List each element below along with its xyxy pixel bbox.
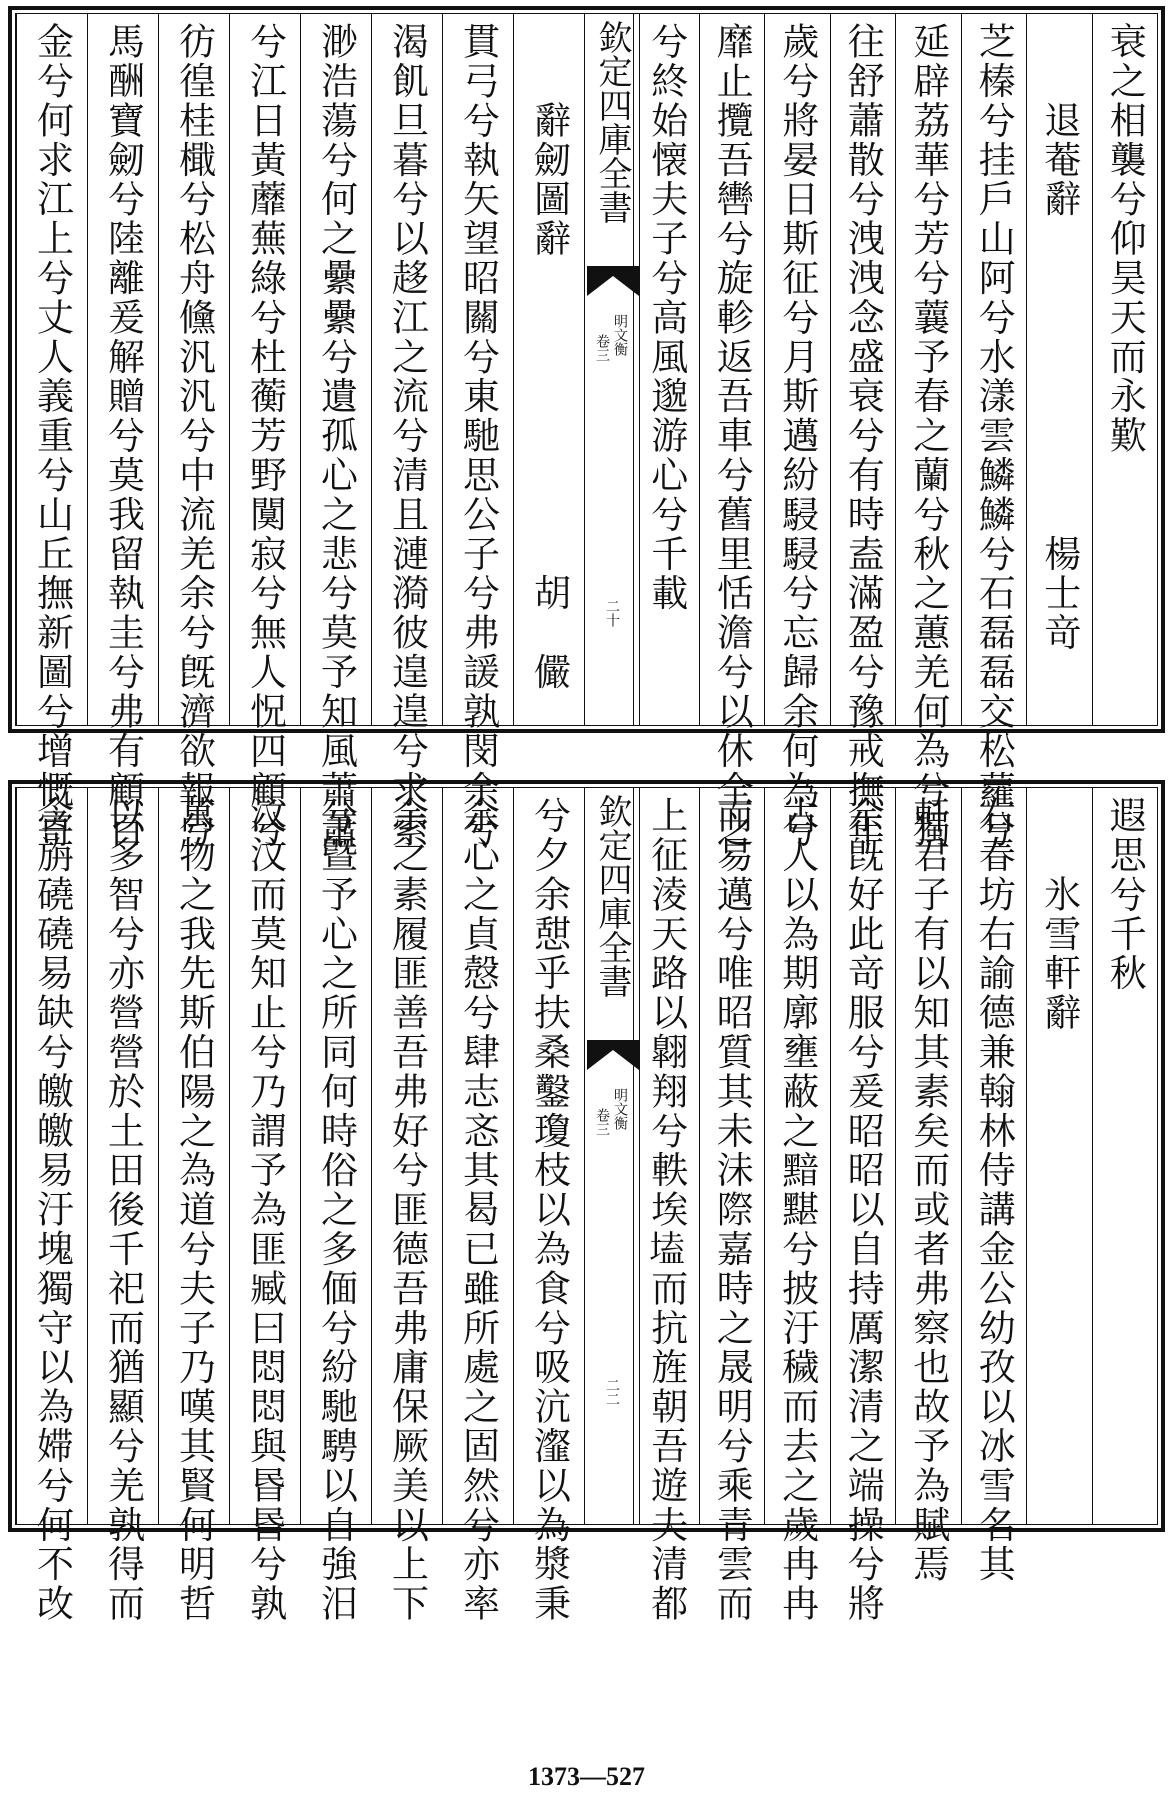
top-fishtail-upper-icon <box>587 266 639 296</box>
top-text-line: 渺浩蕩兮何之纍纍兮遺孤心之悲兮莫予知風蕭蕭 <box>314 22 358 850</box>
bottom-right-column-group <box>633 788 1157 1624</box>
bottom-text-line: 右春坊右諭德兼翰林侍講金公幼孜以冰雪名其 <box>972 796 1016 1584</box>
page-footer-number: 1373—527 <box>528 1762 645 1791</box>
bottom-text-column <box>371 788 442 1624</box>
bottom-text-column <box>513 788 584 1624</box>
top-text-line: 貫弓兮執矢望昭關兮東馳思公子兮弗諼孰閔余兮 <box>456 22 500 850</box>
top-text-line: 延辟荔華兮芳兮蘘予春之蘭兮秋之蕙羌何為兮獨 <box>906 22 950 850</box>
top-text-line: 辭劒圖辭 胡 儼 <box>527 22 571 692</box>
top-text-column <box>513 14 584 725</box>
top-center-fold-column <box>584 14 640 725</box>
top-text-line: 馬酬寶劒兮陸離爰解贈兮莫我留執圭兮弗有顧百 <box>101 22 145 850</box>
bottom-text-column <box>633 788 699 1624</box>
top-text-line: 兮江日黃蘼蕪綠兮杜蘅芳野闃寂兮無人怳四顧兮 <box>243 22 287 850</box>
top-text-column <box>895 14 961 850</box>
top-text-line: 渴飢旦暮兮以趍江之流兮清且漣漪彼遑遑兮求索 <box>385 22 429 850</box>
top-text-line: 兮終始懐夫子兮高風邈游心兮千載 <box>644 22 688 613</box>
top-text-line: 往舒蕭散兮洩洩念盛衰兮有時盍滿盈兮豫戒撫年 <box>841 22 885 850</box>
top-book-title: 欽定四庫全書 <box>592 20 632 224</box>
bottom-collection-label: 明文衡 <box>612 1088 628 1130</box>
top-text-line: 衰之相襲兮仰昊天而永歎 <box>1103 22 1147 456</box>
bottom-text-line: 汶汶而莫知止兮乃謂予為匪臧曰悶悶與昬昬兮孰 <box>243 796 287 1624</box>
top-collection-label: 明文衡 <box>612 314 628 356</box>
top-text-column <box>633 14 699 725</box>
bottom-page-frame <box>15 787 1158 1624</box>
top-text-column <box>699 14 765 850</box>
top-page-frame <box>15 13 1158 850</box>
bottom-text-line: 以多智兮亦營營於土田後千祀而猶顯兮羌孰得而 <box>101 796 145 1624</box>
top-text-column <box>961 14 1027 850</box>
top-text-line: 靡止攬吾轡兮旋軫返吾車兮舊里恬澹兮以休全之 <box>710 22 754 850</box>
top-juan-label: 卷三 <box>594 334 610 362</box>
bottom-text-line: 古人以為期廓壅蔽之黯黮兮披汙穢而去之歲冉冉 <box>775 796 819 1624</box>
top-text-column <box>158 14 229 850</box>
top-left-column-group <box>16 14 584 850</box>
bottom-text-column <box>764 788 830 1624</box>
top-text-column <box>1092 14 1158 725</box>
top-text-column <box>830 14 896 850</box>
bottom-left-column-group <box>16 788 584 1624</box>
bottom-text-column <box>158 788 229 1624</box>
bottom-text-line: 萬物之我先斯伯陽之為道兮夫子乃嘆其賢何明哲 <box>172 796 216 1624</box>
bottom-juan-label: 卷三 <box>594 1108 610 1136</box>
top-text-column <box>442 14 513 850</box>
top-text-line: 歲兮將晏日斯征兮月斯邁紛駸駸兮忘歸余何為兮 <box>775 22 819 850</box>
top-text-column <box>300 14 371 850</box>
bottom-text-line: 軒君子有以知其素矣而或者弗察也故予為賦焉 <box>906 796 950 1584</box>
bottom-text-column <box>699 788 765 1624</box>
top-right-column-group <box>633 14 1157 850</box>
top-text-line: 彷徨桂檝兮松舟儵汎汎兮中流羌余兮旣濟欲報兮 <box>172 22 216 850</box>
bottom-text-column <box>229 788 300 1624</box>
top-text-column <box>371 14 442 850</box>
top-text-column <box>16 14 87 850</box>
top-text-column <box>87 14 158 850</box>
top-page-panel <box>8 6 1165 850</box>
bottom-page-panel <box>8 780 1165 1624</box>
bottom-text-line: 余旣好此竒服兮爰昭昭以自持厲潔清之端操兮將 <box>841 796 885 1624</box>
bottom-text-column <box>830 788 896 1624</box>
bottom-text-line: 氷雪軒辭 <box>1037 796 1081 1033</box>
top-text-line: 金兮何求江上兮丈人義重兮山丘撫新圖兮增慨寄 <box>30 22 74 850</box>
bottom-text-column <box>961 788 1027 1584</box>
top-text-column <box>1026 14 1092 725</box>
bottom-text-column <box>87 788 158 1624</box>
bottom-text-line: 余心之貞慤兮肆志忞其曷已雖所處之固然兮亦率 <box>456 796 500 1624</box>
bottom-book-title: 欽定四庫全書 <box>592 794 632 998</box>
bottom-text-line: 而易邁兮唯昭質其未沬際嘉時之晟明兮乘青雲而 <box>710 796 754 1624</box>
bottom-center-fold-column <box>584 788 640 1524</box>
bottom-fishtail-upper-icon <box>587 1040 639 1070</box>
top-text-line: 退菴辭 楊士竒 <box>1037 22 1081 653</box>
bottom-text-column <box>1092 788 1158 1524</box>
bottom-text-line: 兮夕余憇乎扶桑鑿瓊枝以為食兮吸沆瀣以為漿秉 <box>527 796 571 1624</box>
bottom-text-column <box>895 788 961 1584</box>
bottom-text-line: 遐思兮千秋 <box>1103 796 1147 993</box>
bottom-text-column <box>442 788 513 1624</box>
bottom-text-line: 兮曁予心之所同何時俗之多偭兮紛馳騁以自強汨 <box>314 796 358 1624</box>
top-text-line: 芝榛兮挂戶山阿兮水漾雲鱗鱗兮石磊磊交松蘿兮 <box>972 22 1016 850</box>
bottom-text-line: 含旃磽磽易缺兮皦皦易汙塊獨守以為㛿兮何不改 <box>30 796 74 1624</box>
bottom-text-column <box>300 788 371 1624</box>
bottom-text-column <box>16 788 87 1624</box>
bottom-text-column <box>1026 788 1092 1524</box>
top-text-column <box>764 14 830 850</box>
bottom-text-line: 余之素履匪善吾弗好兮匪德吾弗庸保厥美以上下 <box>385 796 429 1624</box>
bottom-page-number: 二二 <box>604 1378 620 1406</box>
top-page-number: 二十 <box>604 599 620 627</box>
top-text-column <box>229 14 300 850</box>
bottom-text-line: 上征淩天路以翺翔兮軼埃𡏖而抗旌朝吾遊夫清都 <box>644 796 688 1624</box>
